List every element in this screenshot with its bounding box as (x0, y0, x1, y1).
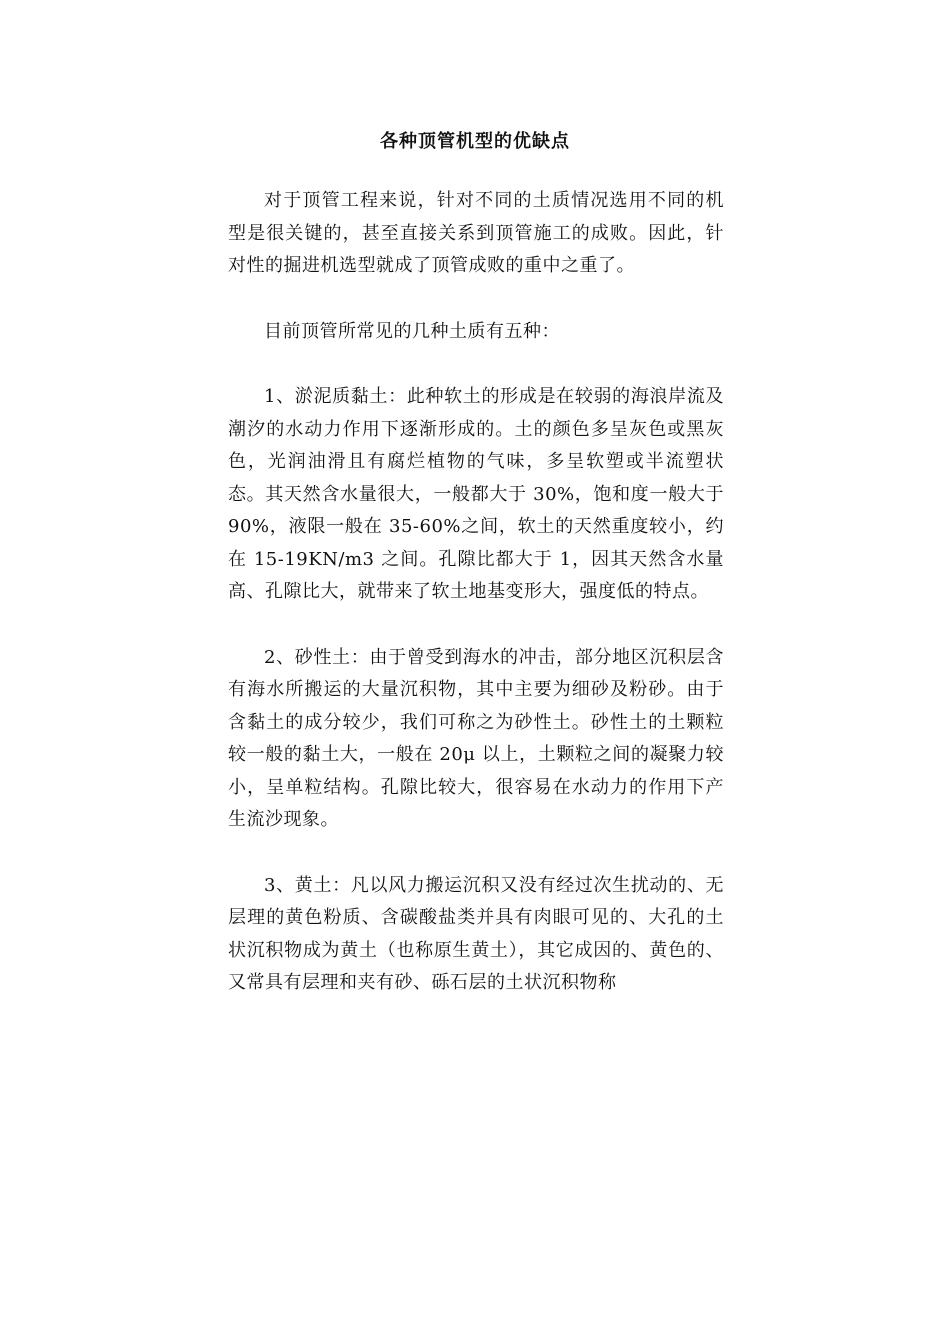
paragraph-loess: 3、黄土：凡以风力搬运沉积又没有经过次生扰动的、无层理的黄色粉质、含碳酸盐类并具有肉眼可见的、大孔的土状沉积物成为黄土（也称原生黄土），其它成因的、黄色的、又常具有层理和夹有砂、砾石层的土状沉积物称 (228, 874, 724, 993)
paragraph-intro: 对于顶管工程来说，针对不同的土质情况选用不同的机型是很关键的，甚至直接关系到顶管施工的成败。因此，针对性的掘进机选型就成了顶管成败的重中之重了。 (228, 190, 724, 276)
document-body (228, 185, 724, 1033)
paragraph-sandy-soil: 2、砂性土：由于曾受到海水的冲击，部分地区沉积层含有海水所搬运的大量沉积物，其中主要为细砂及粉砂。由于含黏土的成分较少，我们可称之为砂性土。砂性土的土颗粒较一般的黏土大，一般在 20μ 以上，土颗粒之间的凝聚力较小，呈单粒结构。孔隙比较大，很容易在水动力的作用下产生流沙现象。 (228, 646, 724, 830)
paragraph-silty-clay: 1、淤泥质黏土：此种软土的形成是在较弱的海浪岸流及潮汐的水动力作用下逐渐形成的。土的颜色多呈灰色或黑灰色，光润油滑且有腐烂植物的气味，多呈软塑或半流塑状态。其天然含水量很大，一般都大于 30%，饱和度一般大于 90%，液限一般在 35-60%之间，软土的天然重度较小，约在 15-19KN/m3 之间。孔隙比都大于 1，因其天然含水量高、孔隙比大，就带来了软土地基变形大，强度低的特点。 (228, 386, 724, 602)
document-title: 各种顶管机型的优缺点 (380, 131, 570, 152)
paragraph-soil-types: 目前顶管所常见的几种土质有五种： (264, 320, 560, 342)
